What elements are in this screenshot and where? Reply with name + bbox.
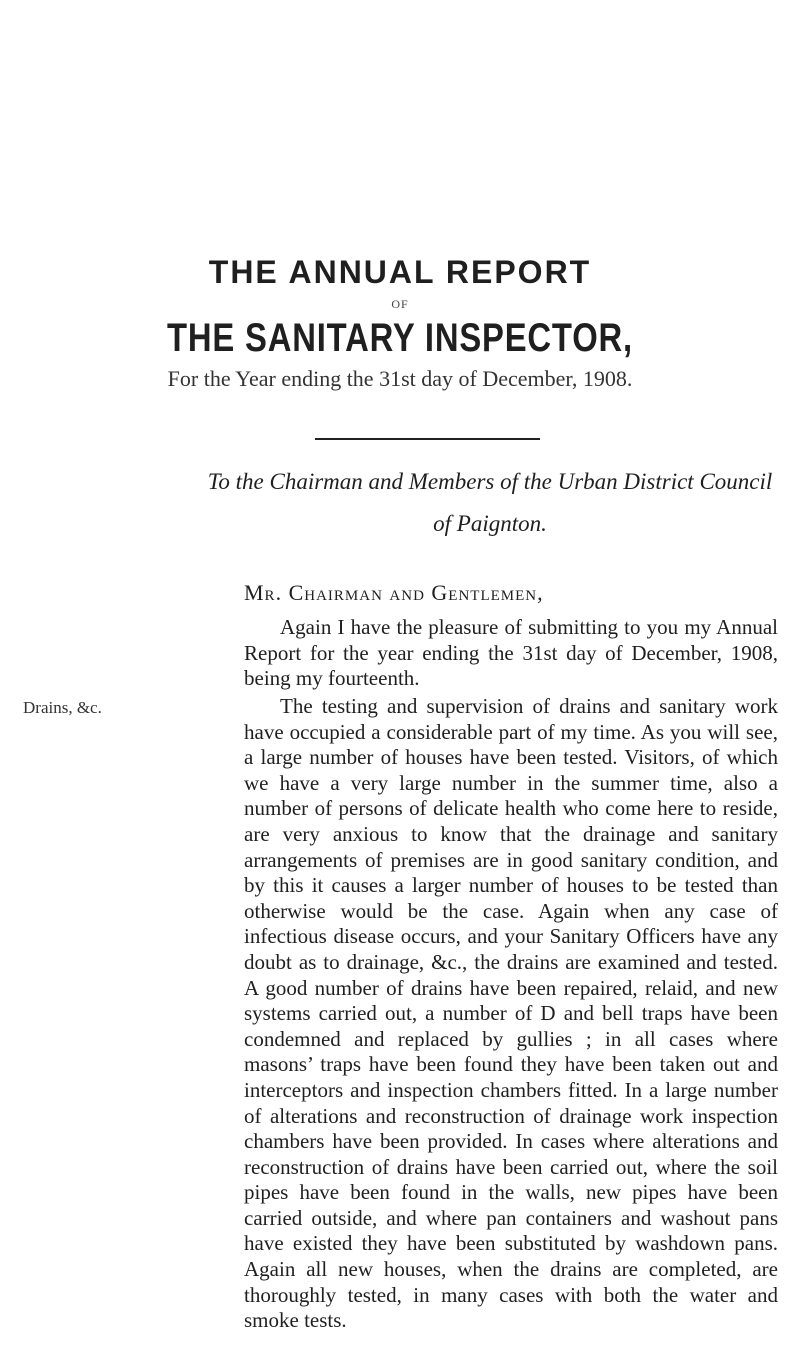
margin-note-drains: Drains, &c. [23, 698, 102, 717]
title-connector: OF [391, 297, 409, 311]
salutation: Mr. Chairman and Gentlemen, [244, 580, 544, 605]
address-line-1: To the Chairman and Members of the Urban District Council [207, 469, 773, 494]
report-subtitle: THE SANITARY INSPECTOR, [167, 316, 633, 360]
address-line-2: of Paignton. [433, 511, 547, 536]
report-year-line: For the Year ending the 31st day of December, 1908. [167, 366, 633, 391]
address-block [200, 461, 780, 545]
report-title: THE ANNUAL REPORT [208, 254, 592, 290]
paragraph-drains: The testing and supervision of drains and sanitary work have occupied a considerable part of my time. As you will see, a large number of houses have been tested. Visitors, of which we have a very large number in the summer time, also a number of persons of delicate health who come here to reside, are very anxious to know that the drainage and sanitary arrangements of premises are in good sanitary condition, and by this it causes a larger number of houses to be tested than otherwise would be the case. Again when any case of infectious disease occurs, and your Sanitary Officers have any doubt as to drainage, &c., the drains are examined and tested. A good number of drains have been repaired, relaid, and new systems carried out, a number of D and bell traps have been condemned and replaced by gullies ; in all cases where masons’ traps have been found they have been taken out and interceptors and inspection chambers fitted. In a large number of alterations and reconstruction of drainage work inspection chambers have been provided. In cases where alterations and reconstruction of drains have been carried out, where the soil pipes have been found in the walls, new pipes have been carried outside, and where pan containers and washout pans have existed they have been substituted by washdown pans. Again all new houses, when the drains are completed, are thoroughly tested, in many cases with both the water and smoke tests. [244, 694, 778, 1333]
divider-rule [315, 438, 540, 440]
paragraph-intro: Again I have the pleasure of submitting to you my Annual Report for the year ending the 31st day of December, 1908, being my fourteenth. [244, 615, 778, 691]
